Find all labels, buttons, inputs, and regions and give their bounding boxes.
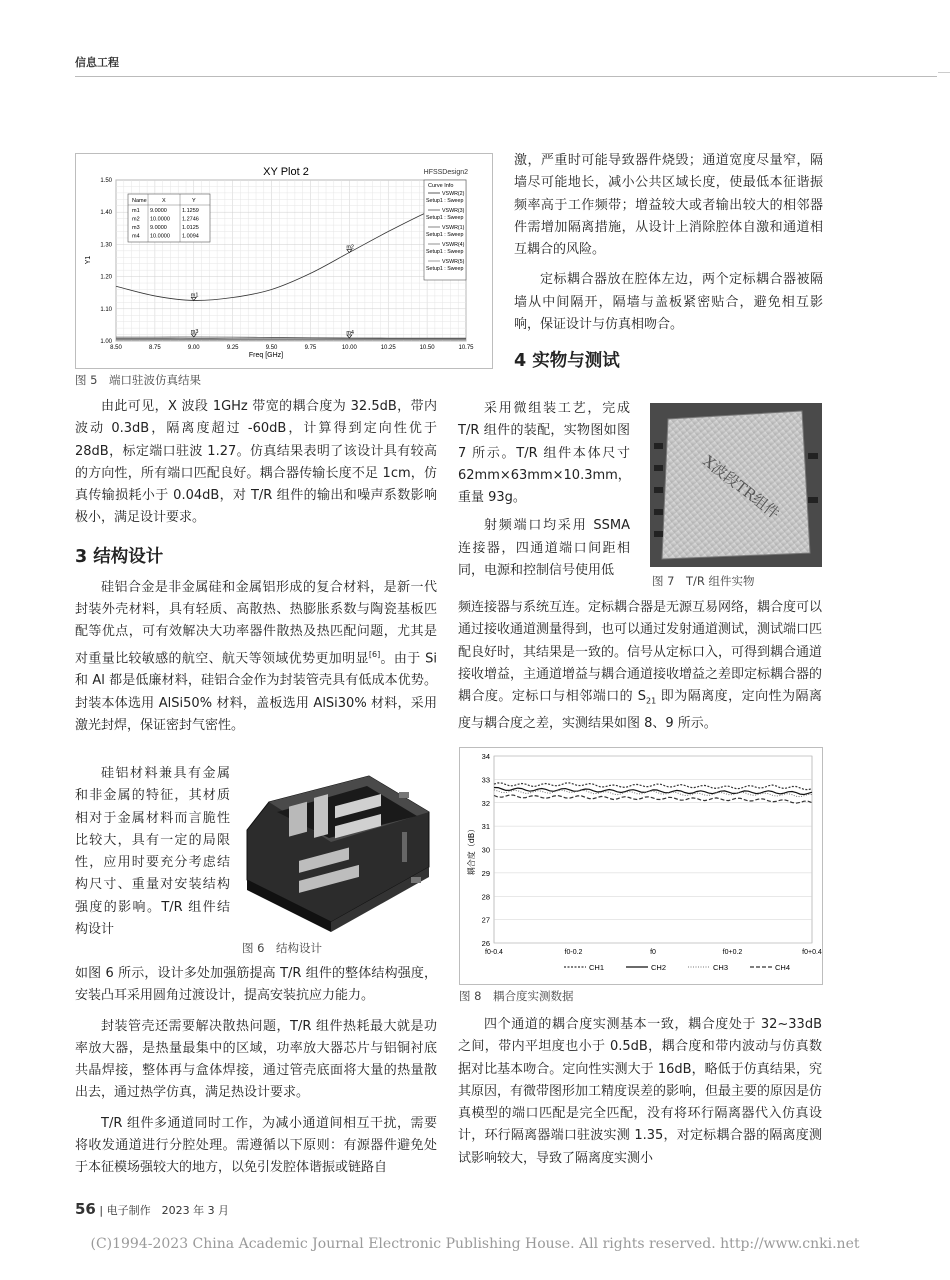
marker-table xyxy=(128,194,210,242)
y-axis-label: 耦合度（dB） xyxy=(467,824,476,876)
figure-5-vswr-plot xyxy=(75,153,493,369)
y-tick-label: 1.20 xyxy=(100,274,112,281)
legend-series-setup: Setup1 : Sweep xyxy=(426,232,464,238)
legend-label: CH3 xyxy=(713,963,729,972)
x-tick-label: 9.75 xyxy=(304,345,317,351)
legend-series-setup: Setup1 : Sweep xyxy=(426,215,464,221)
y-tick-label: 1.30 xyxy=(100,242,112,249)
legend-series-name: VSWR(2) xyxy=(442,191,465,197)
fig7-caption: 图 7 T/R 组件实物 xyxy=(652,574,755,588)
page-number: 56 xyxy=(75,1200,96,1218)
paragraph-text: 即为隔离度，定向性为隔离度与耦合度之差，实测结果如图 8、9 所示。 xyxy=(458,689,822,732)
x-tick-label: 10.75 xyxy=(458,345,474,351)
marker-table-cell: 1.2746 xyxy=(182,216,199,223)
marker-table-header: X xyxy=(162,198,166,204)
y-tick-label: 27 xyxy=(481,915,490,925)
module-photo xyxy=(650,403,822,567)
coupling-chart xyxy=(460,748,822,984)
marker-table-cell: 1.1259 xyxy=(182,208,199,214)
paragraph xyxy=(458,597,822,735)
marker-table-cell: m1 xyxy=(132,208,140,214)
left-column-wrap xyxy=(75,763,230,941)
paragraph: 激，严重时可能导致器件烧毁；通道宽度尽量窄，隔墙尽可能地长，减小公共区域长度，使最低本征谐振频率高于工作频带；增益较大或者输出较大的相邻器件需增加隔离措施，从设计上消除腔体自激和通道相互耦合的风险。 xyxy=(514,153,823,258)
paragraph: 如图 6 所示，设计多处加强筋提高 T/R 组件的整体结构强度，安装凸耳采用圆角过渡设计，提高安装抗应力能力。 xyxy=(75,966,437,1004)
legend-label: CH4 xyxy=(775,963,791,972)
marker-table-cell: 1.0125 xyxy=(182,225,199,231)
paragraph: 封装管壳还需要解决散热问题，T/R 组件热耗最大就是功率放大器，是热量最集中的区域，功率放大器芯片与铝铜衬底共晶焊接，整体再与盒体焊接，通过管壳底面将大量的热量散出去，通过热学仿真，满足热设计要求。 xyxy=(75,1018,437,1101)
fig5-caption: 图 5 端口驻波仿真结果 xyxy=(75,373,201,387)
legend-series-name: VSWR(5) xyxy=(442,259,465,265)
y-tick-label: 1.10 xyxy=(100,306,112,313)
marker-label: m4 xyxy=(346,329,354,336)
y-tick-label: 26 xyxy=(481,939,490,948)
legend-series-setup: Setup1 : Sweep xyxy=(426,249,464,255)
x-tick-label: f0-0.2 xyxy=(564,949,583,956)
paragraph: 硅铝材料兼具有金属和非金属的特征，其材质相对于金属材料而言脆性比较大，具有一定的局限性，应用时要充分考虑结构尺寸、重量对安装结构强度的影响。T/R 组件结构设计 xyxy=(75,766,230,938)
curve-legend xyxy=(424,180,466,280)
x-tick-label: f0+0.4 xyxy=(802,949,822,956)
subscript: 21 xyxy=(646,696,657,706)
x-tick-label: 9.50 xyxy=(265,345,278,351)
marker-table-cell: 1.0094 xyxy=(182,233,199,240)
marker-label: m1 xyxy=(190,292,199,299)
plot-title: XY Plot 2 xyxy=(263,166,309,178)
x-tick-label: 8.75 xyxy=(149,345,161,351)
paragraph: 采用微组装工艺，完成 T/R 组件的装配，实物图如图 7 所示。T/R 组件本体尺寸 62mm×63mm×10.3mm，重量 93g。 xyxy=(458,401,631,506)
legend-title: Curve Info xyxy=(428,183,454,189)
marker-table-header: Name xyxy=(132,198,147,204)
x-tick-label: 9.25 xyxy=(226,345,239,351)
marker-table-cell: m2 xyxy=(132,216,140,223)
section-3-heading: 3 结构设计 xyxy=(75,546,164,567)
x-tick-label: 10.00 xyxy=(341,345,357,351)
fig8-caption: 图 8 耦合度实测数据 xyxy=(459,989,574,1003)
paragraph xyxy=(75,577,437,737)
legend-series-setup: Setup1 : Sweep xyxy=(426,198,464,204)
left-column-top xyxy=(75,396,437,737)
y-tick-label: 31 xyxy=(481,822,490,832)
figure-8-coupling-chart xyxy=(459,747,823,985)
journal-section-header: 信息工程 xyxy=(75,56,119,69)
vswr-chart xyxy=(76,154,492,368)
y-tick-label: 28 xyxy=(481,892,490,902)
marker-table-header: Y xyxy=(192,198,196,204)
figure-6-structure xyxy=(239,772,437,932)
legend-series-name: VSWR(1) xyxy=(442,225,465,231)
paragraph: 由此可见，X 波段 1GHz 带宽的耦合度为 32.5dB，带内波动 0.3dB，隔离度超过 -60dB，计算得到定向性优于 28dB，标定端口驻波 1.27。仿真结果表明了该设计具有较高的方向性，所有端口匹配良好。耦合器传输长度不足 1cm，仿真传输损耗小于 0.04dB，对 T/R 组件的输出和噪声系数影响极小，满足设计要求。 xyxy=(75,399,437,526)
y-tick-label: 34 xyxy=(481,752,490,761)
x-tick-label: 8.50 xyxy=(110,345,122,351)
paragraph: 射频端口均采用 SSMA 连接器，四通道端口间距相同，电源和控制信号使用低 xyxy=(458,518,630,579)
paragraph: 四个通道的耦合度实测基本一致，耦合度处于 32~33dB 之间，带内平坦度也小于 0.5dB，耦合度和带内波动与仿真数据对比基本吻合。定向性实测大于 16dB，略低于仿真结果，究其原因，有微带图形加工精度误差的影响，但最主要的原因是仿真模型的端口匹配是完全匹配，没有将环行隔离器代入仿真设计，环行隔离器端口驻波实测 1.35，对定标耦合器的隔离度测试影响较大，导致了隔离度实测小 xyxy=(458,1017,823,1166)
paragraph: 定标耦合器放在腔体左边，两个定标耦合器被隔墙从中间隔开，隔墙与盖板紧密贴合，避免相互影响，保证设计与仿真相吻合。 xyxy=(514,272,823,333)
fig6-caption: 图 6 结构设计 xyxy=(242,941,322,955)
x-tick-label: f0 xyxy=(650,949,656,956)
y-tick-label: 30 xyxy=(481,845,490,855)
x-tick-label: 10.50 xyxy=(419,345,435,351)
legend-label: CH1 xyxy=(589,963,605,972)
legend-series-name: VSWR(3) xyxy=(442,208,465,214)
legend-series-setup: Setup1 : Sweep xyxy=(426,266,464,272)
paragraph-text: 。由于 Si 和 Al 都是低廉材料，硅铝合金作为封装管壳具有低成本优势。封装本体选用 AlSi50% 材料，盖板选用 AlSi30% 材料，采用激光封焊，保证密封气密性。 xyxy=(75,651,437,733)
marker-table-cell: m4 xyxy=(132,233,140,240)
marker-table-cell: m3 xyxy=(132,225,140,231)
left-column-bottom xyxy=(75,963,437,1180)
right-column-bottom xyxy=(458,1014,822,1170)
paragraph-text: 硅铝合金是非金属硅和金属铝形成的复合材料，是新一代封装外壳材料，具有轻质、高散热、热膨胀系数与陶瓷基板匹配等优点，可有效解决大功率器件散热及热匹配问题，尤其是对重量比较敏感的航空、航天等领域优势更加明显 xyxy=(75,579,437,666)
right-column-wrap xyxy=(458,398,630,582)
marker-label: m2 xyxy=(346,244,354,251)
x-tick-label: f0+0.2 xyxy=(722,949,743,956)
marker-table-cell: 10.0000 xyxy=(150,216,170,223)
marker-table-cell: 9.0000 xyxy=(150,225,167,231)
x-tick-label: 10.25 xyxy=(380,345,396,351)
section-4-heading: 4 实物与测试 xyxy=(514,351,620,372)
header-rule xyxy=(75,76,937,77)
journal-issue: 电子制作 2023 年 3 月 xyxy=(106,1204,230,1217)
marker-table-cell: 10.0000 xyxy=(150,233,170,240)
figure-7-photo xyxy=(650,403,822,567)
x-tick-label: 9.00 xyxy=(187,345,200,351)
page-footer: 56 | 电子制作 2023 年 3 月 xyxy=(75,1200,230,1218)
legend-label: CH2 xyxy=(651,963,667,972)
header-rule-right xyxy=(938,72,950,73)
paragraph-text: 频连接器与系统互连。定标耦合器是无源互易网络，耦合度可以通过接收通道测量得到，也可以通过发射通道测试，测试端口匹配良好时，其结果是一致的。信号从定标口入，可得到耦合通道接收增益，主通道增益与耦合通道接收增益之差即定标耦合器的耦合度。定标口与相邻端口的 S xyxy=(458,600,823,705)
citation: [6] xyxy=(368,649,381,659)
paragraph: T/R 组件多通道同时工作，为减小通道间相互干扰，需要将收发通道进行分腔处理。需遵循以下原则：有源器件避免处于本征模场强较大的地方，以免引发腔体谐振或链路自 xyxy=(75,1115,437,1176)
marker-table-cell: 9.0000 xyxy=(150,208,167,214)
right-column-top xyxy=(514,150,823,376)
copyright-notice: (C)1994-2023 China Academic Journal Electronic Publishing House. All rights reserved. http://www.cnki.net xyxy=(90,1236,860,1252)
x-tick-label: f0-0.4 xyxy=(485,949,503,956)
y-tick-label: 32 xyxy=(481,798,490,808)
structure-drawing xyxy=(239,772,437,932)
y-tick-label: 1.00 xyxy=(100,339,112,345)
y-tick-label: 1.40 xyxy=(100,210,112,217)
y-axis-label: Y1 xyxy=(85,255,92,265)
design-label: HFSSDesign2 xyxy=(423,169,468,176)
y-tick-label: 33 xyxy=(481,775,490,785)
marker-label: m3 xyxy=(190,328,199,335)
right-column-mid xyxy=(458,597,822,735)
legend-series-name: VSWR(4) xyxy=(442,242,465,248)
x-axis-label: Freq [GHz] xyxy=(248,352,284,359)
y-tick-label: 29 xyxy=(481,868,490,878)
y-tick-label: 1.50 xyxy=(100,178,112,184)
module-engraving: X波段TR组件 xyxy=(699,451,784,523)
